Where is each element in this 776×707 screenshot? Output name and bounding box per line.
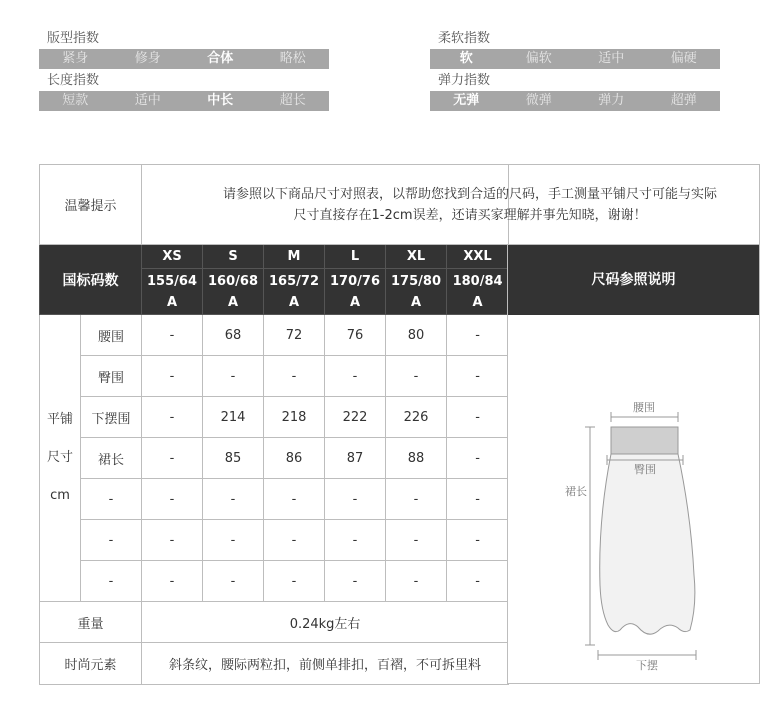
- measurement-value: -: [142, 561, 203, 602]
- measurement-value: -: [142, 438, 203, 479]
- skirt-waistband: [611, 427, 678, 454]
- size-code: XS: [142, 245, 203, 269]
- national-size-bottom: A: [349, 294, 361, 310]
- flat-size-group-label: [40, 315, 81, 602]
- national-size-top: 170/76: [330, 273, 380, 289]
- measurement-value: 87: [325, 438, 386, 479]
- national-size: [447, 269, 509, 315]
- national-size-top: 160/68: [208, 273, 258, 289]
- measurement-value: 80: [386, 315, 447, 356]
- measurement-value: 72: [264, 315, 325, 356]
- waist-label: 腰围: [633, 401, 655, 414]
- measurement-value: -: [142, 520, 203, 561]
- measurement-row: [40, 520, 509, 561]
- measurement-value: 86: [264, 438, 325, 479]
- fit-index-option: 合体: [207, 51, 234, 66]
- flat-size-group-line: 平铺: [46, 412, 73, 427]
- measurement-value: -: [142, 479, 203, 520]
- measurement-name: 下摆围: [81, 397, 142, 438]
- fit-index-option: 修身: [134, 51, 161, 66]
- measurement-value: -: [386, 356, 447, 397]
- length-index-option: 适中: [134, 93, 161, 108]
- tip-line-1: 请参照以下商品尺寸对照表，以帮助您找到合适的尺码，手工测量平铺尺寸可能与实际: [223, 186, 718, 202]
- size-code: XL: [386, 245, 447, 269]
- tip-row: [40, 165, 509, 245]
- length-index-option: 中长: [207, 93, 234, 108]
- hip-label: 臀围: [634, 463, 656, 476]
- weight-label: 重量: [40, 602, 142, 643]
- skirt-outline: [600, 427, 695, 634]
- measurement-value: -: [325, 356, 386, 397]
- measurement-value: -: [142, 315, 203, 356]
- measurement-name: 腰围: [81, 315, 142, 356]
- elasticity-index-option: 微弹: [525, 93, 552, 108]
- measurement-row: [40, 479, 509, 520]
- measurement-value: -: [386, 520, 447, 561]
- measurement-name: 臀围: [81, 356, 142, 397]
- elasticity-index-option: 弹力: [598, 93, 625, 108]
- measurement-value: 214: [203, 397, 264, 438]
- measurement-value: -: [447, 561, 509, 602]
- national-size-top: 165/72: [269, 273, 319, 289]
- measurement-value: 76: [325, 315, 386, 356]
- measurement-value: -: [264, 520, 325, 561]
- measurement-name: 裙长: [81, 438, 142, 479]
- measurement-value: -: [447, 356, 509, 397]
- flat-size-group-line: 尺寸: [46, 450, 73, 465]
- weight-value: 0.24kg左右: [142, 602, 509, 643]
- national-size: [325, 269, 386, 315]
- softness-index-option: 偏硬: [670, 51, 697, 66]
- national-size-top: 175/80: [391, 273, 441, 289]
- weight-row: [40, 602, 509, 643]
- measurement-value: -: [203, 561, 264, 602]
- softness-index-option: 偏软: [525, 51, 552, 66]
- measurement-value: -: [447, 315, 509, 356]
- measurement-value: 226: [386, 397, 447, 438]
- fashion-value: 斜条纹，腰际两粒扣，前侧单排扣，百褶，不可拆里料: [142, 643, 509, 685]
- tip-text: [142, 165, 718, 245]
- measurement-row: [40, 438, 509, 479]
- measurement-value: -: [447, 479, 509, 520]
- fashion-label: 时尚元素: [40, 643, 142, 685]
- measurement-value: -: [264, 479, 325, 520]
- elasticity-index-option: 无弹: [453, 93, 480, 108]
- measurement-name: -: [81, 479, 142, 520]
- size-code: L: [325, 245, 386, 269]
- softness-index-bar: [430, 49, 720, 69]
- elasticity-index-title: 弹力指数: [438, 73, 491, 88]
- fashion-row: [40, 643, 509, 685]
- softness-index-option: 适中: [598, 51, 625, 66]
- hem-label: 下摆: [636, 659, 658, 672]
- length-index-option: 短款: [62, 93, 89, 108]
- elasticity-index-bar: [430, 91, 720, 111]
- size-reference-panel: [507, 244, 760, 684]
- measurement-value: -: [325, 520, 386, 561]
- measurement-value: 218: [264, 397, 325, 438]
- measurement-value: -: [447, 438, 509, 479]
- national-size-bottom: A: [166, 294, 178, 310]
- fit-index-option: 紧身: [62, 51, 89, 66]
- measurement-value: -: [142, 356, 203, 397]
- measurement-value: -: [447, 520, 509, 561]
- measurement-value: 88: [386, 438, 447, 479]
- measurement-value: -: [264, 356, 325, 397]
- tip-label: 温馨提示: [40, 165, 142, 245]
- size-reference-title: 尺码参照说明: [508, 245, 759, 315]
- national-size-top: 155/64: [147, 273, 197, 289]
- measurement-value: -: [264, 561, 325, 602]
- flat-size-group-line: cm: [50, 488, 70, 503]
- measurement-value: -: [386, 479, 447, 520]
- measurement-row: [40, 315, 509, 356]
- national-size-bottom: A: [410, 294, 422, 310]
- size-code-row: [40, 245, 509, 269]
- measurement-value: -: [325, 561, 386, 602]
- length-index-title: 长度指数: [47, 73, 100, 88]
- fit-index-bar: [39, 49, 329, 69]
- tip-line-2: 尺寸直接存在1-2cm误差，还请买家理解并事先知晓，谢谢！: [293, 207, 647, 223]
- measurement-value: 222: [325, 397, 386, 438]
- measurement-value: 85: [203, 438, 264, 479]
- measurement-value: -: [203, 356, 264, 397]
- measurement-value: 68: [203, 315, 264, 356]
- size-code: S: [203, 245, 264, 269]
- measurement-row: [40, 397, 509, 438]
- national-size-bottom: A: [227, 294, 239, 310]
- measurement-value: -: [203, 520, 264, 561]
- softness-index-option: 软: [459, 51, 473, 66]
- skirt-diagram: [508, 315, 759, 683]
- measurement-value: -: [447, 397, 509, 438]
- national-size: [142, 269, 203, 315]
- softness-index-title: 柔软指数: [438, 31, 491, 46]
- fit-index-title: 版型指数: [47, 31, 100, 46]
- size-code: M: [264, 245, 325, 269]
- measurement-value: -: [142, 397, 203, 438]
- measurement-name: -: [81, 520, 142, 561]
- measurement-row: [40, 561, 509, 602]
- reference-top-border: [507, 164, 760, 245]
- length-index-bar: [39, 91, 329, 111]
- measurement-row: [40, 356, 509, 397]
- measurement-value: -: [325, 479, 386, 520]
- measurement-name: -: [81, 561, 142, 602]
- national-size-bottom: A: [472, 294, 483, 310]
- length-index-option: 超长: [279, 93, 306, 108]
- national-size: [386, 269, 447, 315]
- national-size-label: 国标码数: [40, 245, 142, 315]
- measurement-value: -: [203, 479, 264, 520]
- measurement-value: -: [386, 561, 447, 602]
- national-size: [264, 269, 325, 315]
- national-size: [203, 269, 264, 315]
- fit-index-option: 略松: [279, 51, 306, 66]
- length-label: 裙长: [565, 485, 587, 498]
- national-size-bottom: A: [288, 294, 300, 310]
- size-code: XXL: [447, 245, 509, 269]
- national-size-top: 180/84: [452, 273, 503, 289]
- elasticity-index-option: 超弹: [670, 93, 697, 108]
